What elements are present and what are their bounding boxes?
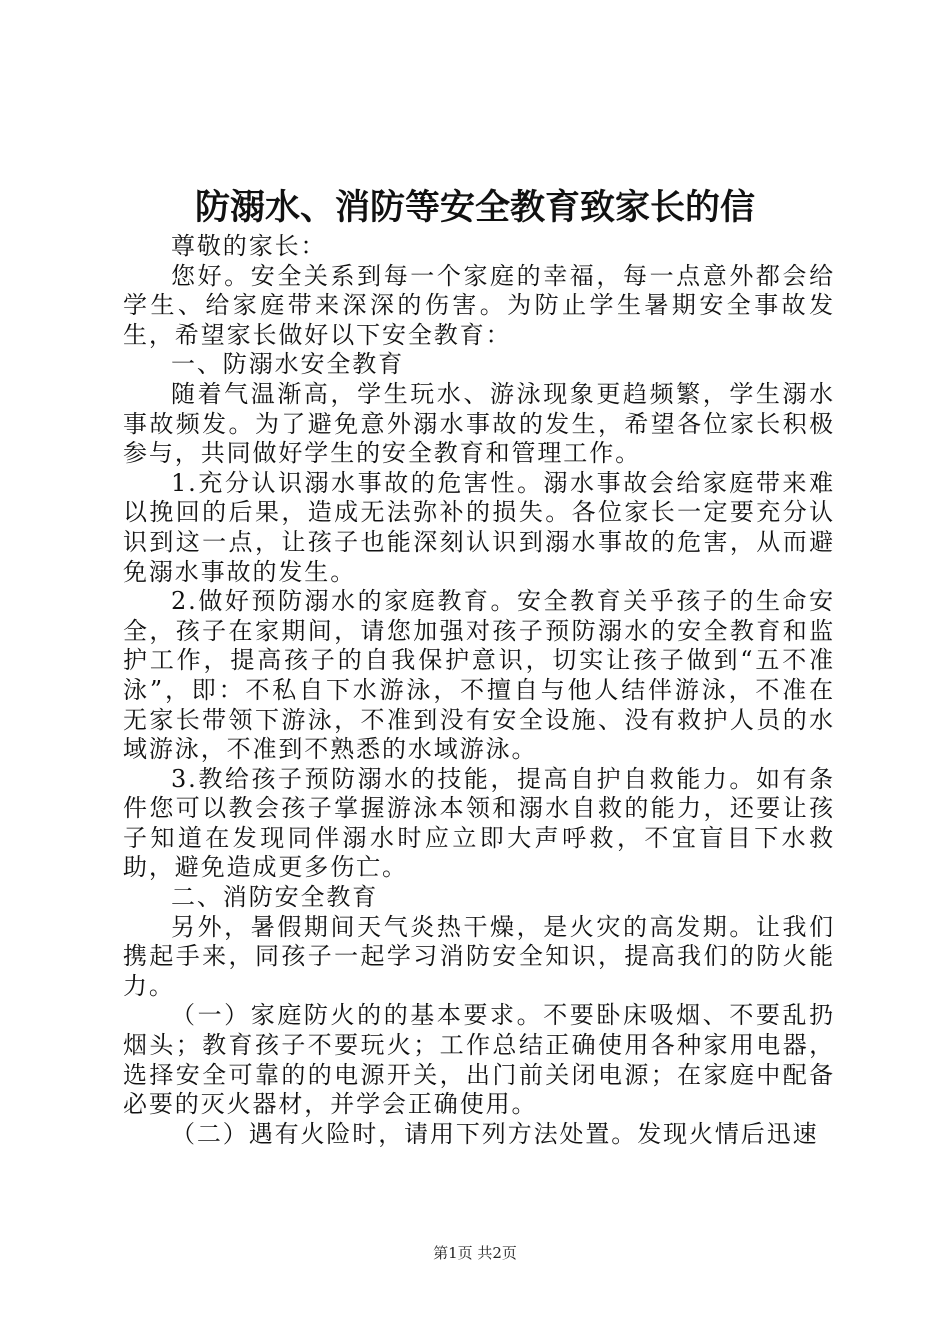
fire-point-1: （一）家庭防火的的基本要求。不要卧床吸烟、不要乱扔烟头；教育孩子不要玩火；工作总结正确使用各种家用电器，选择安全可靠的的电源开关，出门前关闭电源；在家庭中配备必要的灭火器材，并学会正确使用。	[123, 1001, 835, 1119]
drowning-overview-paragraph: 随着气温渐高，学生玩水、游泳现象更趋频繁，学生溺水事故频发。为了避免意外溺水事故的发生，希望各位家长积极参与，共同做好学生的安全教育和管理工作。	[123, 379, 835, 468]
letter-body	[123, 232, 835, 1149]
section-heading-drowning: 一、防溺水安全教育	[171, 350, 405, 379]
section-heading-fire: 二、消防安全教育	[171, 883, 379, 912]
salutation: 尊敬的家长：	[171, 232, 327, 260]
intro-paragraph: 您好。安全关系到每一个家庭的幸福，每一点意外都会给学生、给家庭带来深深的伤害。为防止学生暑期安全事故发生，希望家长做好以下安全教育：	[123, 261, 835, 349]
page-number-footer: 第1页 共2页	[433, 1244, 517, 1262]
drowning-point-2: 2.做好预防溺水的家庭教育。安全教育关乎孩子的生命安全，孩子在家期间，请您加强对孩子预防溺水的安全教育和监护工作，提高孩子的自我保护意识，切实让孩子做到“五不准泳”，即：不私自下水游泳，不擅自与他人结伴游泳，不准在无家长带领下游泳，不准到没有安全设施、没有救护人员的水域游泳，不准到不熟悉的水域游泳。	[123, 587, 835, 764]
fire-point-2: （二）遇有火险时，请用下列方法处置。发现火情后迅速	[171, 1119, 819, 1148]
document-title: 防溺水、消防等安全教育致家长的信	[194, 187, 755, 228]
fire-overview-paragraph: 另外，暑假期间天气炎热干燥，是火灾的高发期。让我们携起手来，同孩子一起学习消防安全知识，提高我们的防火能力。	[123, 912, 835, 1000]
drowning-point-1: 1.充分认识溺水事故的危害性。溺水事故会给家庭带来难以挽回的后果，造成无法弥补的损失。各位家长一定要充分认识到这一点，让孩子也能深刻认识到溺水事故的危害，从而避免溺水事故的发生。	[123, 468, 835, 586]
drowning-point-3: 3.教给孩子预防溺水的技能，提高自护自救能力。如有条件您可以教会孩子掌握游泳本领和溺水自救的能力，还要让孩子知道在发现同伴溺水时应立即大声呼救，不宜盲目下水救助，避免造成更多伤亡。	[123, 764, 835, 882]
